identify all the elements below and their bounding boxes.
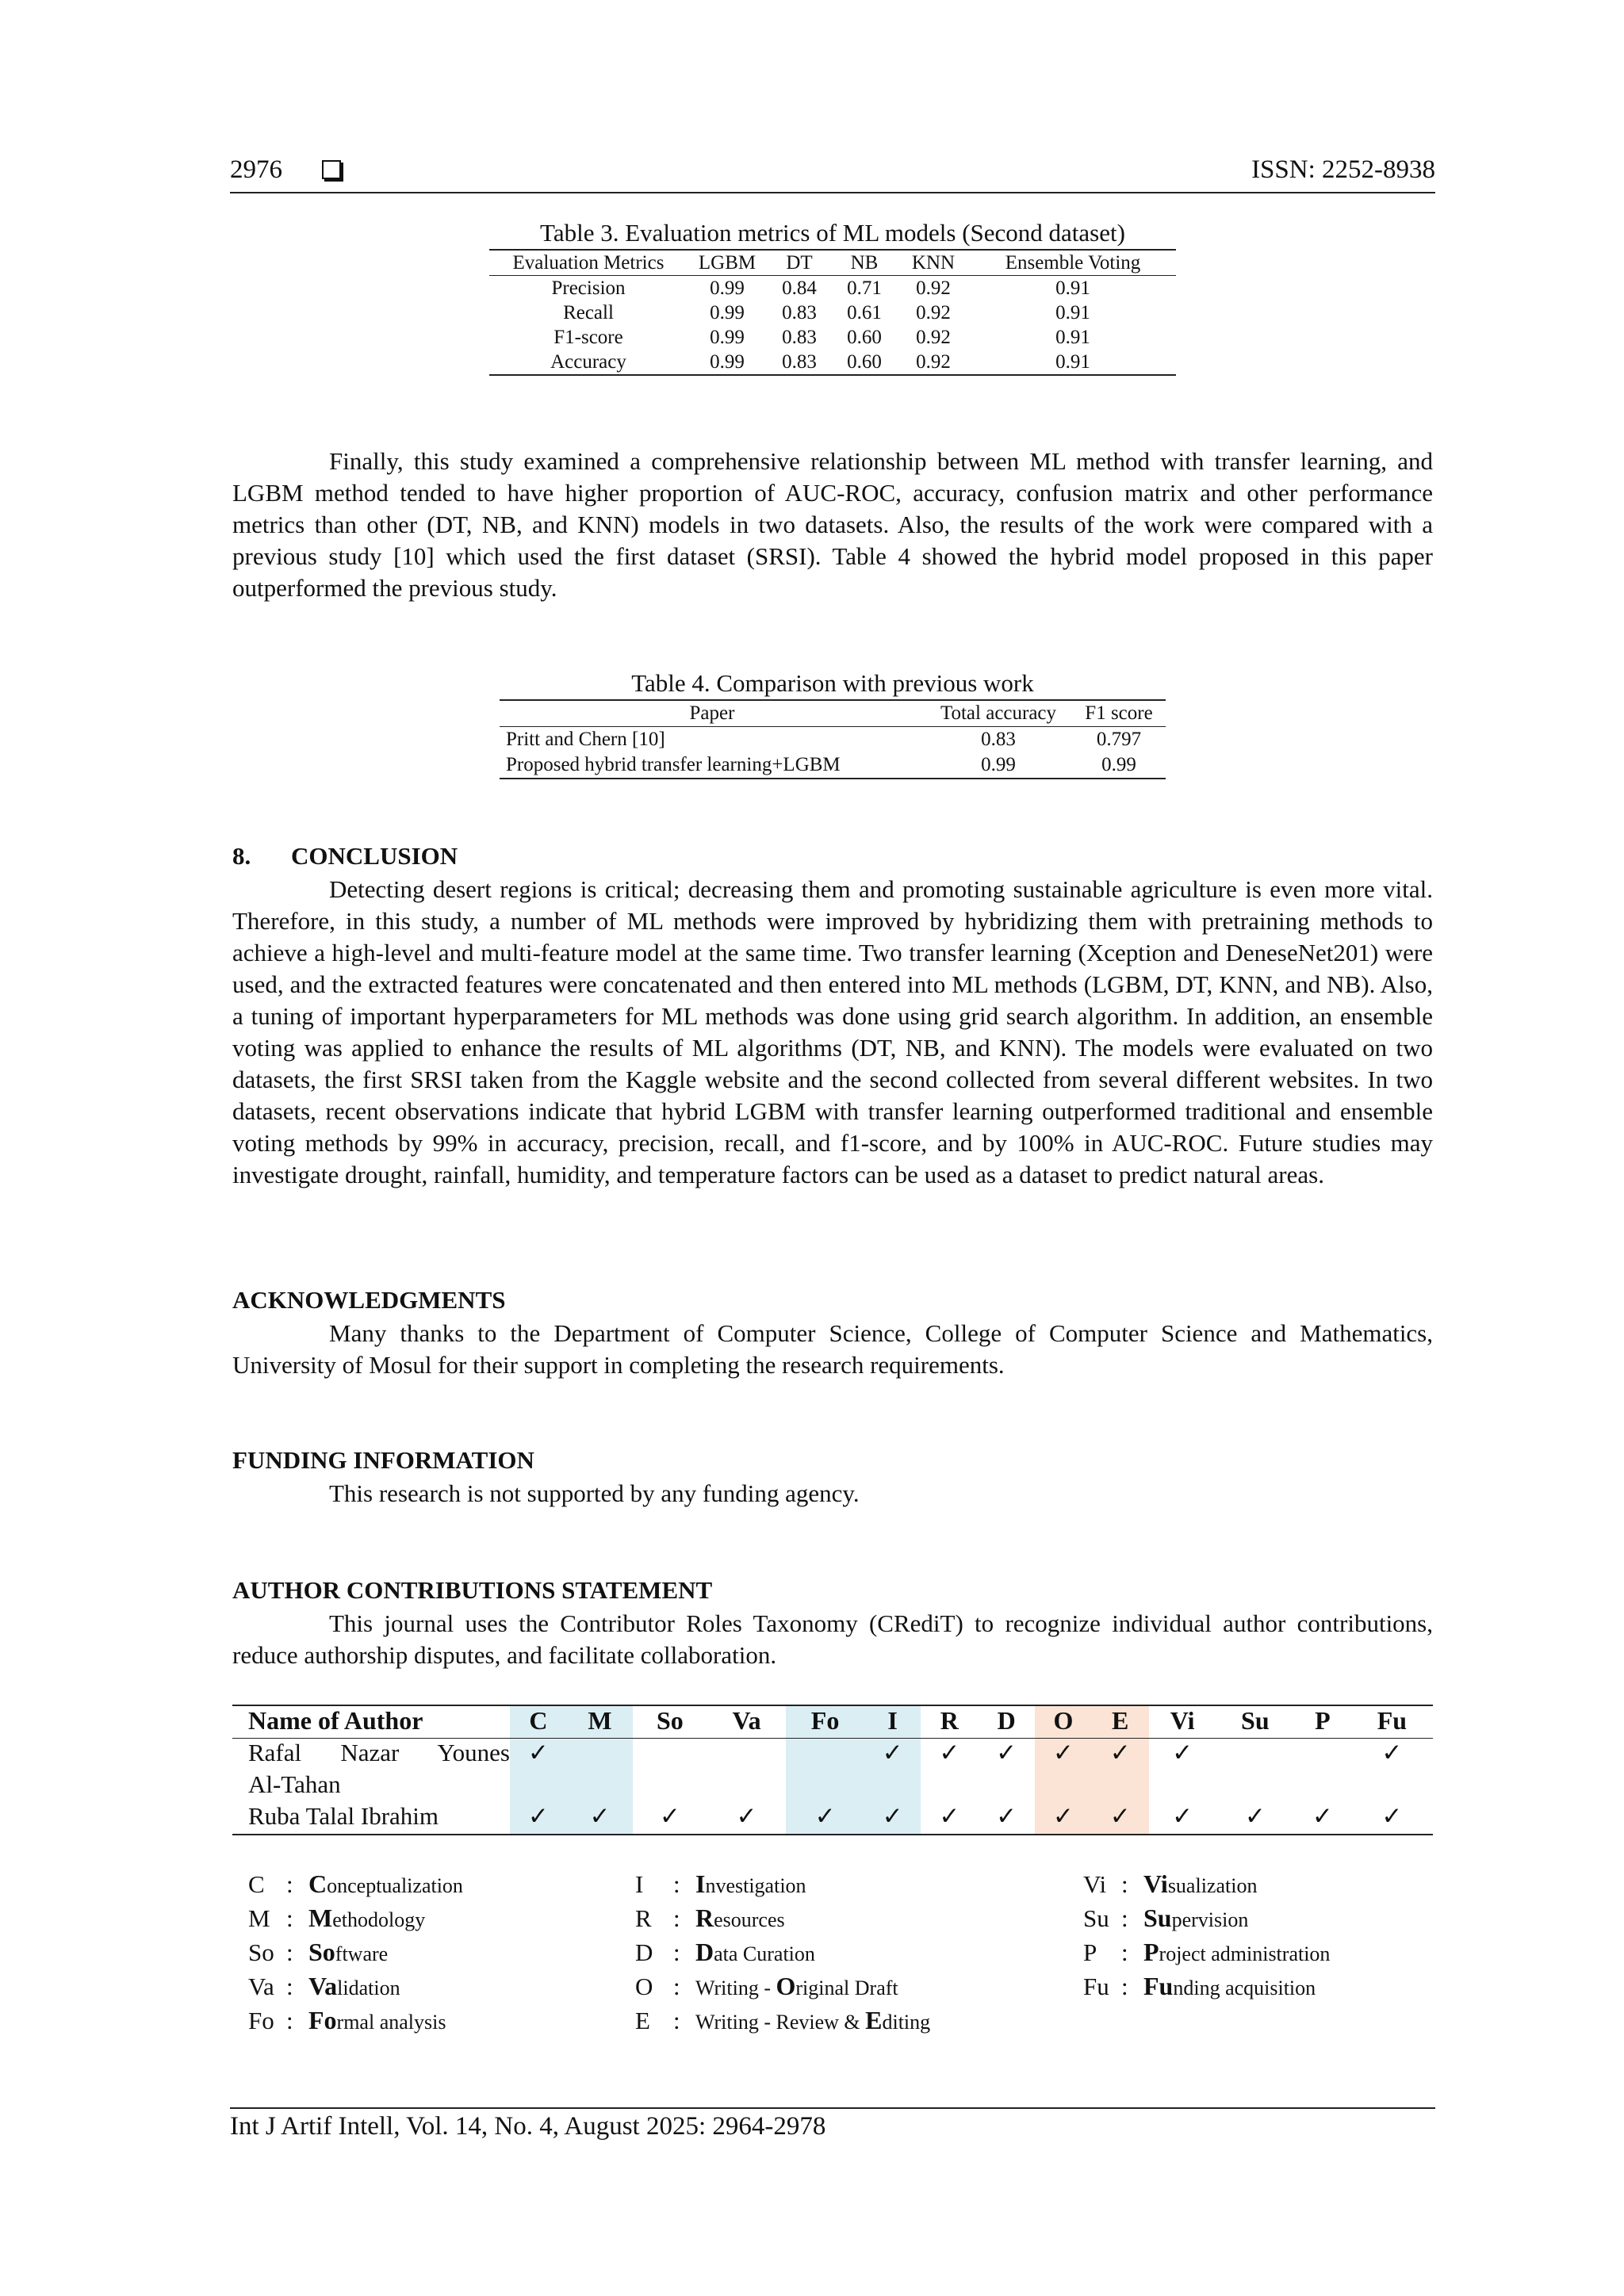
paragraph-contributions (232, 1608, 1433, 1671)
legend-item: Fu : Funding acquisition (1083, 1972, 1316, 2000)
table-cell: 0.60 (847, 350, 882, 373)
check-icon: ✓ (864, 1739, 921, 1771)
table-cell: 0.92 (916, 301, 951, 323)
section-number: 8. (232, 842, 251, 870)
legend-column-1 (248, 1868, 463, 2038)
table3-caption: Table 3. Evaluation metrics of ML models (Second dataset) (540, 219, 1125, 247)
role-header: D (978, 1705, 1035, 1739)
table-cell: 0.99 (710, 326, 745, 348)
section-heading-funding: FUNDING INFORMATION (232, 1446, 534, 1474)
check-icon: ✓ (996, 1802, 1017, 1830)
paragraph-text: Many thanks to the Department of Computer Science, College of Computer Science and Mathematics, University of Mosul for their support in completing the research requirements. (232, 1319, 1433, 1379)
table-cell: 0.99 (1101, 754, 1136, 775)
table-header: Evaluation Metrics (489, 250, 688, 276)
legend-column-2 (635, 1868, 930, 2038)
issn: ISSN: 2252-8938 (1251, 155, 1435, 184)
paragraph-acknowledgments (232, 1318, 1433, 1381)
check-icon (707, 1739, 787, 1771)
legend-item: Fo : Formal analysis (248, 2006, 446, 2034)
table-header: F1 score (1072, 700, 1166, 727)
paragraph-conclusion (232, 874, 1433, 1191)
legend-item: C : Conceptualization (248, 1869, 463, 1898)
check-icon: ✓ (939, 1802, 960, 1830)
table-cell: Recall (563, 301, 614, 323)
table-row (489, 300, 1176, 325)
table-row (489, 325, 1176, 350)
table-cell: Pritt and Chern [10] (506, 729, 665, 750)
table-cell: 0.83 (782, 350, 817, 373)
table-cell: 0.91 (1055, 277, 1090, 299)
check-icon: ✓ (1312, 1802, 1333, 1830)
table-cell: 0.83 (782, 326, 817, 348)
table-row (489, 276, 1176, 301)
page-footer: Int J Artif Intell, Vol. 14, No. 4, August 2025: 2964-2978 (230, 2107, 1435, 2141)
check-icon: ✓ (1244, 1802, 1266, 1830)
check-icon: ✓ (659, 1802, 680, 1830)
table-header: Total accuracy (925, 700, 1072, 727)
role-header: Vi (1149, 1705, 1216, 1739)
legend-item: I : Investigation (635, 1869, 806, 1898)
page-header (230, 151, 1435, 193)
square-glyph-icon (322, 160, 341, 179)
check-icon (633, 1739, 707, 1771)
table-cell: Precision (551, 277, 626, 299)
table4-caption: Table 4. Comparison with previous work (631, 669, 1034, 697)
role-header: E (1092, 1705, 1149, 1739)
role-header: I (864, 1705, 921, 1739)
legend-item: M : Methodology (248, 1904, 426, 1932)
check-icon: ✓ (1381, 1802, 1403, 1830)
paragraph-text: Detecting desert regions is critical; decreasing them and promoting sustainable agriculture is even more vital. Therefore, in this study, a number of ML methods were improved by hybridizing them with pretraining methods to achieve a high-level and multi-feature model at the same time. Two transfer learning (Xception and DeneseNet201) were used, and the extracted features were concatenated and then entered into ML methods (LGBM, DT, KNN, and NB). Also, a tuning of important hyperparameters for ML methods was done using grid search algorithm. In addition, an ensemble voting was applied to enhance the results of ML algorithms (DT, NB, and KNN). The models were evaluated on two datasets, the first SRSI taken from the Kaggle website and the second collected from several different websites. In two datasets, recent observations indicate that hybrid LGBM with transfer learning outperformed traditional and ensemble voting methods by 99% in accuracy, precision, recall, and f1-score, and by 100% in AUC-ROC. Future studies may investigate drought, rainfall, humidity, and temperature factors can be used as a dataset to predict natural areas. (232, 875, 1433, 1188)
section-heading-conclusion (232, 842, 458, 871)
table-cell: 0.92 (916, 277, 951, 299)
table-row (500, 752, 1166, 779)
table-header: DT (767, 250, 832, 276)
check-icon: ✓ (996, 1739, 1017, 1766)
table-cell: Accuracy (550, 350, 626, 373)
table-cell: 0.83 (981, 729, 1016, 750)
check-icon: ✓ (510, 1739, 567, 1771)
check-icon: ✓ (1035, 1739, 1092, 1771)
check-icon: ✓ (786, 1802, 864, 1835)
table-cell: 0.92 (916, 350, 951, 373)
legend-item: Su : Supervision (1083, 1904, 1249, 1932)
role-header: Fu (1351, 1705, 1433, 1739)
table-cell: 0.797 (1096, 729, 1142, 750)
table-header: LGBM (688, 250, 767, 276)
name-of-author-header: Name of Author (232, 1705, 510, 1739)
check-icon: ✓ (510, 1802, 567, 1835)
table-cell: 0.71 (847, 277, 882, 299)
table-cell: 0.99 (981, 754, 1016, 775)
legend-column-3 (1083, 1868, 1330, 2004)
table-row (489, 350, 1176, 375)
check-icon: ✓ (1172, 1802, 1193, 1830)
check-icon: ✓ (1092, 1802, 1149, 1835)
table-cell: 0.60 (847, 326, 882, 348)
table-cell: F1-score (553, 326, 623, 348)
role-header: M (567, 1705, 633, 1739)
table-cell: Proposed hybrid transfer learning+LGBM (506, 754, 841, 775)
check-icon: ✓ (1092, 1739, 1149, 1771)
legend-item: Va : Validation (248, 1972, 400, 2000)
table-row (232, 1770, 1433, 1802)
role-header: Su (1216, 1705, 1294, 1739)
author-name: Rafal Nazar Younes (248, 1739, 510, 1766)
role-header: Fo (786, 1705, 864, 1739)
table-cell: 0.83 (782, 301, 817, 323)
table-cell: 0.84 (782, 277, 817, 299)
author-name-continued: Al-Tahan (248, 1770, 341, 1798)
check-icon: ✓ (1381, 1739, 1403, 1766)
section-heading-acknowledgments: ACKNOWLEDGMENTS (232, 1286, 506, 1314)
table-cell: 0.99 (710, 301, 745, 323)
table-cell: 0.91 (1055, 326, 1090, 348)
table3 (489, 249, 1176, 376)
legend-item: Vi : Visualization (1083, 1869, 1258, 1898)
check-icon: ✓ (1172, 1739, 1193, 1766)
check-icon: ✓ (736, 1802, 757, 1830)
legend-item: So : Software (248, 1938, 389, 1966)
role-header: O (1035, 1705, 1092, 1739)
table-row (232, 1802, 1433, 1835)
table4 (500, 699, 1166, 779)
contributions-table (232, 1705, 1433, 1835)
table-header: KNN (897, 250, 970, 276)
table-cell: 0.91 (1055, 350, 1090, 373)
paragraph-finally (232, 446, 1433, 604)
section-heading-contributions: AUTHOR CONTRIBUTIONS STATEMENT (232, 1576, 713, 1604)
paragraph-text: This journal uses the Contributor Roles Taxonomy (CRediT) to recognize individual author contributions, reduce authorship disputes, and facilitate collaboration. (232, 1609, 1433, 1669)
table-header: Ensemble Voting (970, 250, 1176, 276)
table-row (500, 727, 1166, 753)
paragraph-funding (232, 1478, 1433, 1510)
check-icon: ✓ (1035, 1802, 1092, 1835)
table-header-row (500, 700, 1166, 727)
legend-item: R : Resources (635, 1904, 785, 1932)
table-cell: 0.99 (710, 277, 745, 299)
paragraph-text: This research is not supported by any funding agency. (329, 1479, 860, 1507)
legend-item: O : Writing - Original Draft (635, 1972, 898, 2000)
check-icon (567, 1739, 633, 1771)
table-cell: 0.91 (1055, 301, 1090, 323)
role-header: So (633, 1705, 707, 1739)
paragraph-text: Finally, this study examined a comprehensive relationship between ML method with transfer learning, and LGBM method tended to have higher proportion of AUC-ROC, accuracy, confusion matrix and other performance metrics than other (DT, NB, and KNN) models in two datasets. Also, the results of the work were compared with a previous study [10] which used the first dataset (SRSI). Table 4 showed the hybrid model proposed in this paper outperformed the previous study. (232, 447, 1433, 602)
check-icon: ✓ (567, 1802, 633, 1835)
table-header-row (232, 1705, 1433, 1739)
role-header: C (510, 1705, 567, 1739)
author-name: Ruba Talal Ibrahim (248, 1802, 439, 1830)
check-icon (786, 1739, 864, 1771)
table-cell: 0.61 (847, 301, 882, 323)
check-icon (1294, 1739, 1351, 1771)
section-title: CONCLUSION (291, 842, 458, 870)
check-icon (1216, 1739, 1294, 1771)
table-header: NB (832, 250, 897, 276)
legend-item: P : Project administration (1083, 1938, 1331, 1966)
legend-item: D : Data Curation (635, 1938, 815, 1966)
check-icon: ✓ (864, 1802, 921, 1835)
role-header: R (921, 1705, 978, 1739)
table-row (232, 1739, 1433, 1771)
table-cell: 0.92 (916, 326, 951, 348)
role-header: Va (707, 1705, 787, 1739)
check-icon: ✓ (939, 1739, 960, 1766)
page-number: 2976 (230, 155, 282, 184)
table-header: Paper (500, 700, 925, 727)
role-header: P (1294, 1705, 1351, 1739)
legend-item: E : Writing - Review & Editing (635, 2006, 931, 2034)
table-cell: 0.99 (710, 350, 745, 373)
table-header-row (489, 250, 1176, 276)
